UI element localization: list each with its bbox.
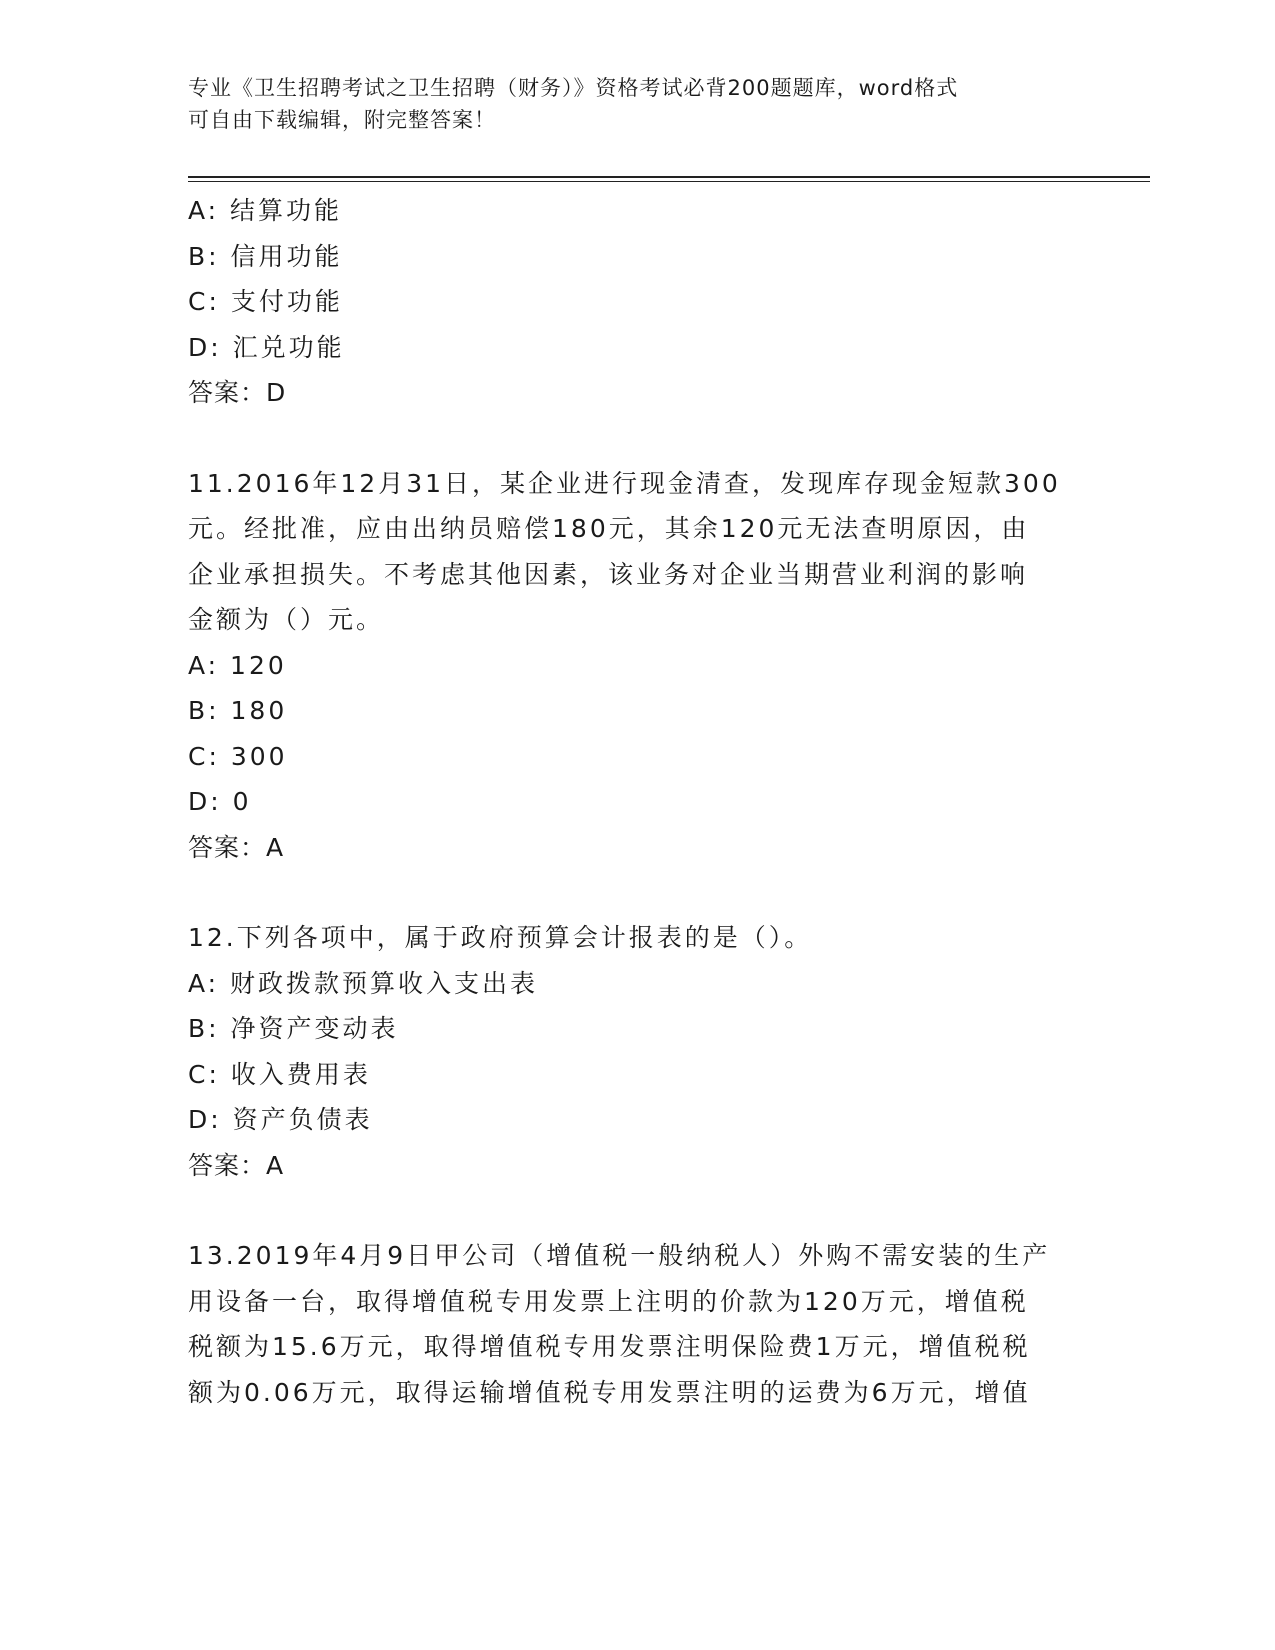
question-10-block bbox=[188, 188, 1088, 416]
question-12-block bbox=[188, 915, 1088, 1188]
option-c: C: 300 bbox=[188, 741, 288, 771]
option-d: D: 资产负债表 bbox=[188, 1105, 373, 1134]
question-content bbox=[188, 188, 1088, 1415]
question-text-line: 12.下列各项中，属于政府预算会计报表的是（）。 bbox=[188, 923, 813, 952]
question-11-block bbox=[188, 461, 1088, 871]
option-d: D: 0 bbox=[188, 787, 252, 816]
question-text-line: 13.2019年4月9日甲公司（增值税一般纳税人）外购不需安装的生产 bbox=[188, 1241, 1051, 1270]
question-text-line: 企业承担损失。不考虑其他因素，该业务对企业当期营业利润的影响 bbox=[188, 559, 1029, 589]
question-text-line: 11.2016年12月31日，某企业进行现金清查，发现库存现金短款300 bbox=[188, 468, 1061, 498]
answer: 答案：A bbox=[188, 1150, 285, 1180]
question-13-block bbox=[188, 1233, 1088, 1415]
question-text-line: 额为0.06万元，取得运输增值税专用发票注明的运费为6万元，增值 bbox=[188, 1377, 1031, 1407]
answer: 答案：D bbox=[188, 378, 287, 407]
option-c: C: 收入费用表 bbox=[188, 1059, 371, 1089]
question-text-line: 用设备一台，取得增值税专用发票上注明的价款为120万元，增值税 bbox=[188, 1286, 1029, 1316]
question-text-line: 税额为15.6万元，取得增值税专用发票注明保险费1万元，增值税税 bbox=[188, 1332, 1031, 1361]
option-b: B: 180 bbox=[188, 696, 288, 725]
option-c: C: 支付功能 bbox=[188, 287, 343, 316]
document-header bbox=[188, 72, 1068, 136]
option-a: A: 财政拨款预算收入支出表 bbox=[188, 968, 539, 998]
option-a: A: 结算功能 bbox=[188, 196, 343, 225]
header-line-1: 专业《卫生招聘考试之卫生招聘（财务）》资格考试必背200题题库，word格式 bbox=[188, 76, 959, 100]
option-d: D: 汇兑功能 bbox=[188, 332, 345, 362]
header-rule-thin bbox=[188, 181, 1150, 182]
option-a: A: 120 bbox=[188, 650, 287, 680]
question-text-line: 元。经批准，应由出纳员赔偿180元，其余120元无法查明原因，由 bbox=[188, 514, 1030, 543]
option-b: B: 信用功能 bbox=[188, 241, 343, 271]
header-line-2: 可自由下载编辑，附完整答案！ bbox=[188, 108, 496, 132]
answer: 答案：A bbox=[188, 832, 285, 862]
header-rule-thick bbox=[188, 176, 1150, 178]
question-text-line: 金额为（）元。 bbox=[188, 605, 385, 634]
option-b: B: 净资产变动表 bbox=[188, 1014, 399, 1043]
